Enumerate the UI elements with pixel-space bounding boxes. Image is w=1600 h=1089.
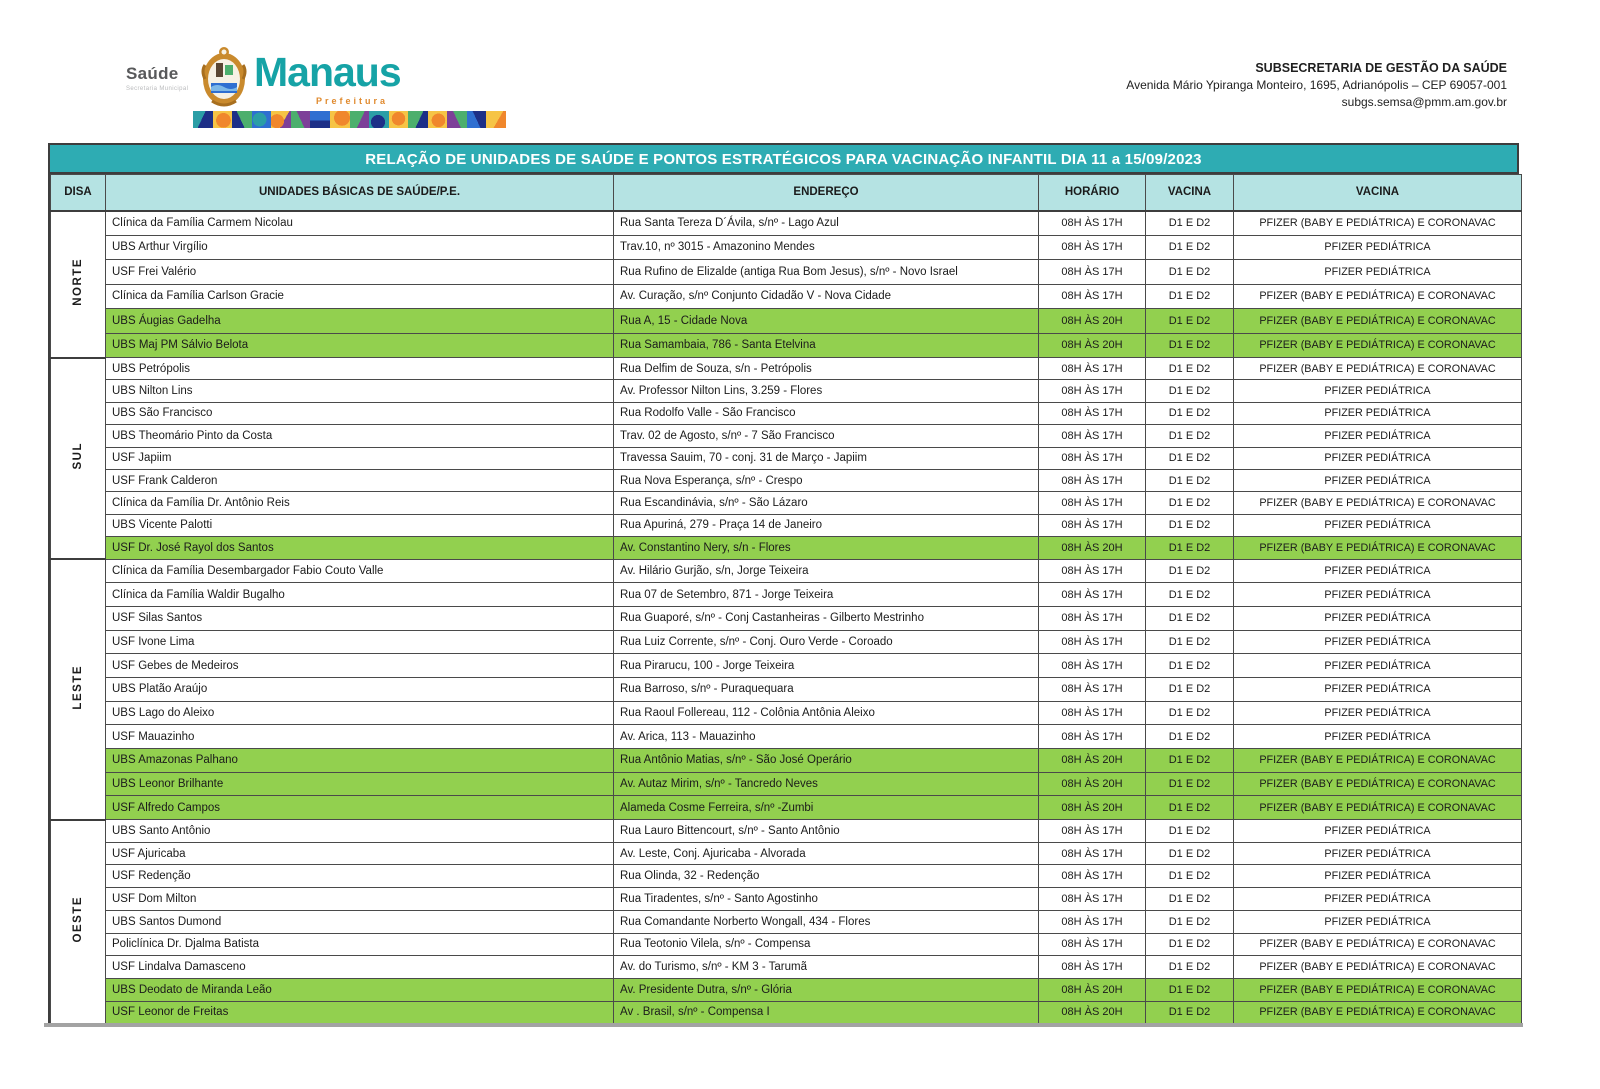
hours-cell: 08H ÀS 20H xyxy=(1039,978,1146,1001)
dose-cell: D1 E D2 xyxy=(1146,380,1234,402)
vaccine-cell: PFIZER (BABY E PEDIÁTRICA) E CORONAVAC xyxy=(1234,796,1522,820)
vaccine-cell: PFIZER PEDIÁTRICA xyxy=(1234,559,1522,583)
vaccine-cell: PFIZER (BABY E PEDIÁTRICA) E CORONAVAC xyxy=(1234,537,1522,559)
vaccine-cell: PFIZER (BABY E PEDIÁTRICA) E CORONAVAC xyxy=(1234,933,1522,956)
vaccine-cell: PFIZER PEDIÁTRICA xyxy=(1234,235,1522,260)
table-row xyxy=(51,402,1522,424)
dose-cell: D1 E D2 xyxy=(1146,606,1234,630)
mosaic-tile xyxy=(350,111,370,128)
vaccine-cell: PFIZER PEDIÁTRICA xyxy=(1234,583,1522,607)
dose-cell: D1 E D2 xyxy=(1146,583,1234,607)
col-header-disa: DISA xyxy=(51,175,106,211)
unit-cell: Policlínica Dr. Djalma Batista xyxy=(106,933,614,956)
table-header-row xyxy=(51,175,1522,211)
dose-cell: D1 E D2 xyxy=(1146,469,1234,491)
dose-cell: D1 E D2 xyxy=(1146,725,1234,749)
hours-cell: 08H ÀS 17H xyxy=(1039,910,1146,933)
table-row xyxy=(51,514,1522,536)
hours-cell: 08H ÀS 17H xyxy=(1039,677,1146,701)
unit-cell: USF Frank Calderon xyxy=(106,469,614,491)
address-cell: Rua Samambaia, 786 - Santa Etelvina xyxy=(614,333,1039,358)
address-cell: Alameda Cosme Ferreira, s/nº -Zumbi xyxy=(614,796,1039,820)
org-email: subgs.semsa@pmm.am.gov.br xyxy=(1341,95,1507,109)
dose-cell: D1 E D2 xyxy=(1146,333,1234,358)
disa-section-label xyxy=(51,211,106,358)
dose-cell: D1 E D2 xyxy=(1146,956,1234,979)
vaccine-cell: PFIZER (BABY E PEDIÁTRICA) E CORONAVAC xyxy=(1234,749,1522,773)
vaccine-cell: PFIZER PEDIÁTRICA xyxy=(1234,842,1522,865)
mosaic-tile xyxy=(291,111,311,128)
vaccine-cell: PFIZER PEDIÁTRICA xyxy=(1234,260,1522,285)
address-cell: Rua Escandinávia, s/nº - São Lázaro xyxy=(614,492,1039,514)
address-cell: Av . Brasil, s/nº - Compensa I xyxy=(614,1001,1039,1024)
vaccine-cell: PFIZER (BABY E PEDIÁTRICA) E CORONAVAC xyxy=(1234,956,1522,979)
table-row xyxy=(51,537,1522,559)
address-cell: Rua Teotonio Vilela, s/nº - Compensa xyxy=(614,933,1039,956)
mosaic-tile xyxy=(310,111,330,128)
hours-cell: 08H ÀS 17H xyxy=(1039,402,1146,424)
unit-cell: UBS Deodato de Miranda Leão xyxy=(106,978,614,1001)
hours-cell: 08H ÀS 17H xyxy=(1039,630,1146,654)
address-cell: Av. do Turismo, s/nº - KM 3 - Tarumã xyxy=(614,956,1039,979)
table-row xyxy=(51,425,1522,447)
vaccine-cell: PFIZER (BABY E PEDIÁTRICA) E CORONAVAC xyxy=(1234,978,1522,1001)
dose-cell: D1 E D2 xyxy=(1146,492,1234,514)
disa-section-label-text: SUL xyxy=(72,442,84,470)
unit-cell: UBS Santos Dumond xyxy=(106,910,614,933)
table-row xyxy=(51,749,1522,773)
address-cell: Rua Lauro Bittencourt, s/nº - Santo Antônio xyxy=(614,820,1039,843)
vaccine-cell: PFIZER PEDIÁTRICA xyxy=(1234,677,1522,701)
vaccine-cell: PFIZER (BABY E PEDIÁTRICA) E CORONAVAC xyxy=(1234,1001,1522,1024)
vaccine-cell: PFIZER PEDIÁTRICA xyxy=(1234,425,1522,447)
address-cell: Av. Arica, 113 - Mauazinho xyxy=(614,725,1039,749)
hours-cell: 08H ÀS 20H xyxy=(1039,796,1146,820)
unit-cell: UBS Theomário Pinto da Costa xyxy=(106,425,614,447)
unit-cell: Clínica da Família Desembargador Fabio Couto Valle xyxy=(106,559,614,583)
hours-cell: 08H ÀS 17H xyxy=(1039,425,1146,447)
unit-cell: USF Alfredo Campos xyxy=(106,796,614,820)
mosaic-tile xyxy=(486,111,506,128)
table-title: RELAÇÃO DE UNIDADES DE SAÚDE E PONTOS ESTRATÉGICOS PARA VACINAÇÃO INFANTIL DIA 11 a 15/09/2023 xyxy=(50,145,1517,174)
unit-cell: USF Silas Santos xyxy=(106,606,614,630)
mosaic-strip xyxy=(193,111,506,128)
table-row xyxy=(51,865,1522,888)
table-row xyxy=(51,235,1522,260)
dose-cell: D1 E D2 xyxy=(1146,358,1234,380)
unit-cell: USF Gebes de Medeiros xyxy=(106,654,614,678)
table-row xyxy=(51,888,1522,911)
table-row xyxy=(51,630,1522,654)
table-row xyxy=(51,910,1522,933)
address-cell: Trav.10, nº 3015 - Amazonino Mendes xyxy=(614,235,1039,260)
vaccine-cell: PFIZER (BABY E PEDIÁTRICA) E CORONAVAC xyxy=(1234,492,1522,514)
address-cell: Rua Rufino de Elizalde (antiga Rua Bom Jesus), s/nº - Novo Israel xyxy=(614,260,1039,285)
org-address-block xyxy=(1126,60,1507,111)
table-row xyxy=(51,654,1522,678)
hours-cell: 08H ÀS 17H xyxy=(1039,559,1146,583)
address-cell: Rua Tiradentes, s/nº - Santo Agostinho xyxy=(614,888,1039,911)
address-cell: Av. Hilário Gurjão, s/n, Jorge Teixeira xyxy=(614,559,1039,583)
disa-section-label xyxy=(51,358,106,560)
dose-cell: D1 E D2 xyxy=(1146,284,1234,309)
col-header-endereco: ENDEREÇO xyxy=(614,175,1039,211)
dose-cell: D1 E D2 xyxy=(1146,537,1234,559)
unit-cell: UBS Maj PM Sálvio Belota xyxy=(106,333,614,358)
saude-logo-label: Saúde xyxy=(126,64,179,83)
dose-cell: D1 E D2 xyxy=(1146,796,1234,820)
hours-cell: 08H ÀS 17H xyxy=(1039,260,1146,285)
disa-section-label-text: NORTE xyxy=(72,257,84,306)
vaccine-cell: PFIZER (BABY E PEDIÁTRICA) E CORONAVAC xyxy=(1234,284,1522,309)
unit-cell: USF Leonor de Freitas xyxy=(106,1001,614,1024)
dose-cell: D1 E D2 xyxy=(1146,235,1234,260)
disa-section-label xyxy=(51,559,106,820)
mosaic-tile xyxy=(330,111,350,128)
hours-cell: 08H ÀS 20H xyxy=(1039,749,1146,773)
hours-cell: 08H ÀS 17H xyxy=(1039,583,1146,607)
vaccine-cell: PFIZER PEDIÁTRICA xyxy=(1234,654,1522,678)
address-cell: Av. Professor Nilton Lins, 3.259 - Flores xyxy=(614,380,1039,402)
address-cell: Rua Pirarucu, 100 - Jorge Teixeira xyxy=(614,654,1039,678)
unit-cell: Clínica da Família Carlson Gracie xyxy=(106,284,614,309)
dose-cell: D1 E D2 xyxy=(1146,654,1234,678)
unit-cell: UBS Nilton Lins xyxy=(106,380,614,402)
table-row xyxy=(51,260,1522,285)
hours-cell: 08H ÀS 17H xyxy=(1039,469,1146,491)
dose-cell: D1 E D2 xyxy=(1146,820,1234,843)
vaccine-cell: PFIZER PEDIÁTRICA xyxy=(1234,402,1522,424)
table-row xyxy=(51,725,1522,749)
table-row xyxy=(51,978,1522,1001)
dose-cell: D1 E D2 xyxy=(1146,910,1234,933)
dose-cell: D1 E D2 xyxy=(1146,211,1234,236)
dose-cell: D1 E D2 xyxy=(1146,749,1234,773)
unit-cell: UBS Santo Antônio xyxy=(106,820,614,843)
disa-section-label xyxy=(51,820,106,1024)
table-row xyxy=(51,447,1522,469)
dose-cell: D1 E D2 xyxy=(1146,447,1234,469)
dose-cell: D1 E D2 xyxy=(1146,260,1234,285)
dose-cell: D1 E D2 xyxy=(1146,701,1234,725)
address-cell: Rua Antônio Matias, s/nº - São José Operário xyxy=(614,749,1039,773)
manaus-wordmark xyxy=(254,49,454,106)
address-cell: Av. Presidente Dutra, s/nº - Glória xyxy=(614,978,1039,1001)
saude-logo xyxy=(126,64,188,92)
address-cell: Rua Comandante Norberto Wongall, 434 - Flores xyxy=(614,910,1039,933)
table-row xyxy=(51,492,1522,514)
table-row xyxy=(51,606,1522,630)
vaccine-cell: PFIZER PEDIÁTRICA xyxy=(1234,630,1522,654)
unit-cell: USF Dr. José Rayol dos Santos xyxy=(106,537,614,559)
dose-cell: D1 E D2 xyxy=(1146,1001,1234,1024)
disa-section-label-text: OESTE xyxy=(72,895,84,943)
unit-cell: USF Ajuricaba xyxy=(106,842,614,865)
org-address: Avenida Mário Ypiranga Monteiro, 1695, Adrianópolis – CEP 69057-001 xyxy=(1126,78,1507,92)
col-header-unidades: UNIDADES BÁSICAS DE SAÚDE/P.E. xyxy=(106,175,614,211)
table-row xyxy=(51,842,1522,865)
vaccine-cell: PFIZER (BABY E PEDIÁTRICA) E CORONAVAC xyxy=(1234,772,1522,796)
address-cell: Av. Leste, Conj. Ajuricaba - Alvorada xyxy=(614,842,1039,865)
vaccine-cell: PFIZER PEDIÁTRICA xyxy=(1234,380,1522,402)
dose-cell: D1 E D2 xyxy=(1146,933,1234,956)
table-row xyxy=(51,820,1522,843)
dose-cell: D1 E D2 xyxy=(1146,865,1234,888)
table-row xyxy=(51,772,1522,796)
unit-cell: Clínica da Família Waldir Bugalho xyxy=(106,583,614,607)
mosaic-tile xyxy=(447,111,467,128)
table-row xyxy=(51,284,1522,309)
hours-cell: 08H ÀS 17H xyxy=(1039,820,1146,843)
vaccination-table xyxy=(48,143,1519,1027)
unit-cell: USF Dom Milton xyxy=(106,888,614,911)
hours-cell: 08H ÀS 20H xyxy=(1039,309,1146,334)
hours-cell: 08H ÀS 17H xyxy=(1039,235,1146,260)
table-row xyxy=(51,933,1522,956)
mosaic-tile xyxy=(428,111,448,128)
address-cell: Rua Guaporé, s/nº - Conj Castanheiras - Gilberto Mestrinho xyxy=(614,606,1039,630)
table-row xyxy=(51,701,1522,725)
address-cell: Travessa Sauim, 70 - conj. 31 de Março - Japiim xyxy=(614,447,1039,469)
mosaic-tile xyxy=(193,111,213,128)
unit-cell: UBS Lago do Aleixo xyxy=(106,701,614,725)
dose-cell: D1 E D2 xyxy=(1146,842,1234,865)
hours-cell: 08H ÀS 17H xyxy=(1039,842,1146,865)
page-header xyxy=(0,0,1600,140)
unit-cell: UBS Áugias Gadelha xyxy=(106,309,614,334)
vaccine-cell: PFIZER PEDIÁTRICA xyxy=(1234,820,1522,843)
table-row xyxy=(51,956,1522,979)
dose-cell: D1 E D2 xyxy=(1146,978,1234,1001)
address-cell: Av. Autaz Mirim, s/nº - Tancredo Neves xyxy=(614,772,1039,796)
vaccine-cell: PFIZER (BABY E PEDIÁTRICA) E CORONAVAC xyxy=(1234,333,1522,358)
address-cell: Rua 07 de Setembro, 871 - Jorge Teixeira xyxy=(614,583,1039,607)
hours-cell: 08H ÀS 17H xyxy=(1039,865,1146,888)
address-cell: Rua Olinda, 32 - Redenção xyxy=(614,865,1039,888)
vaccine-cell: PFIZER PEDIÁTRICA xyxy=(1234,606,1522,630)
address-cell: Rua Nova Esperança, s/nº - Crespo xyxy=(614,469,1039,491)
table-row xyxy=(51,583,1522,607)
address-cell: Av. Curação, s/nº Conjunto Cidadão V - Nova Cidade xyxy=(614,284,1039,309)
unit-cell: UBS Amazonas Palhano xyxy=(106,749,614,773)
hours-cell: 08H ÀS 17H xyxy=(1039,725,1146,749)
address-cell: Rua Luiz Corrente, s/nº - Conj. Ouro Verde - Coroado xyxy=(614,630,1039,654)
address-cell: Rua Apuriná, 279 - Praça 14 de Janeiro xyxy=(614,514,1039,536)
hours-cell: 08H ÀS 17H xyxy=(1039,492,1146,514)
hours-cell: 08H ÀS 17H xyxy=(1039,514,1146,536)
hours-cell: 08H ÀS 17H xyxy=(1039,380,1146,402)
address-cell: Rua A, 15 - Cidade Nova xyxy=(614,309,1039,334)
hours-cell: 08H ÀS 20H xyxy=(1039,333,1146,358)
mosaic-tile xyxy=(389,111,409,128)
unit-cell: USF Mauazinho xyxy=(106,725,614,749)
unit-cell: UBS Vicente Palotti xyxy=(106,514,614,536)
vaccine-cell: PFIZER PEDIÁTRICA xyxy=(1234,701,1522,725)
table-row xyxy=(51,559,1522,583)
mosaic-tile xyxy=(252,111,272,128)
dose-cell: D1 E D2 xyxy=(1146,309,1234,334)
dose-cell: D1 E D2 xyxy=(1146,559,1234,583)
hours-cell: 08H ÀS 17H xyxy=(1039,933,1146,956)
mosaic-tile xyxy=(213,111,233,128)
vaccine-cell: PFIZER PEDIÁTRICA xyxy=(1234,469,1522,491)
vaccine-cell: PFIZER (BABY E PEDIÁTRICA) E CORONAVAC xyxy=(1234,309,1522,334)
vaccine-cell: PFIZER (BABY E PEDIÁTRICA) E CORONAVAC xyxy=(1234,358,1522,380)
col-header-vacina-tipo: VACINA xyxy=(1234,175,1522,211)
table-row xyxy=(51,309,1522,334)
unit-cell: UBS Platão Araújo xyxy=(106,677,614,701)
mosaic-tile xyxy=(467,111,487,128)
address-cell: Trav. 02 de Agosto, s/nº - 7 São Francisco xyxy=(614,425,1039,447)
vaccine-cell: PFIZER PEDIÁTRICA xyxy=(1234,725,1522,749)
manaus-wordmark-subtext: Prefeitura xyxy=(316,96,389,106)
dose-cell: D1 E D2 xyxy=(1146,514,1234,536)
table-row xyxy=(51,333,1522,358)
address-cell: Rua Rodolfo Valle - São Francisco xyxy=(614,402,1039,424)
dose-cell: D1 E D2 xyxy=(1146,888,1234,911)
address-cell: Av. Constantino Nery, s/n - Flores xyxy=(614,537,1039,559)
unit-cell: UBS Leonor Brilhante xyxy=(106,772,614,796)
vaccine-cell: PFIZER PEDIÁTRICA xyxy=(1234,514,1522,536)
mosaic-tile xyxy=(369,111,389,128)
manaus-crest-icon xyxy=(198,45,250,109)
hours-cell: 08H ÀS 17H xyxy=(1039,606,1146,630)
unit-cell: USF Ivone Lima xyxy=(106,630,614,654)
vaccine-cell: PFIZER (BABY E PEDIÁTRICA) E CORONAVAC xyxy=(1234,211,1522,236)
table-row xyxy=(51,796,1522,820)
saude-logo-sublabel: Secretaria Municipal xyxy=(126,86,189,92)
hours-cell: 08H ÀS 17H xyxy=(1039,284,1146,309)
col-header-horario: HORÁRIO xyxy=(1039,175,1146,211)
mosaic-tile xyxy=(408,111,428,128)
hours-cell: 08H ÀS 17H xyxy=(1039,211,1146,236)
dose-cell: D1 E D2 xyxy=(1146,630,1234,654)
table-row xyxy=(51,469,1522,491)
unit-cell: USF Lindalva Damasceno xyxy=(106,956,614,979)
manaus-wordmark-text: Manaus xyxy=(254,49,401,95)
mosaic-tile xyxy=(232,111,252,128)
vaccine-cell: PFIZER PEDIÁTRICA xyxy=(1234,447,1522,469)
dose-cell: D1 E D2 xyxy=(1146,677,1234,701)
hours-cell: 08H ÀS 17H xyxy=(1039,956,1146,979)
unit-cell: USF Japiim xyxy=(106,447,614,469)
dose-cell: D1 E D2 xyxy=(1146,425,1234,447)
vaccine-cell: PFIZER PEDIÁTRICA xyxy=(1234,865,1522,888)
hours-cell: 08H ÀS 20H xyxy=(1039,1001,1146,1024)
dose-cell: D1 E D2 xyxy=(1146,402,1234,424)
table-row xyxy=(51,380,1522,402)
dose-cell: D1 E D2 xyxy=(1146,772,1234,796)
address-cell: Rua Delfim de Souza, s/n - Petrópolis xyxy=(614,358,1039,380)
unit-cell: UBS Petrópolis xyxy=(106,358,614,380)
vaccine-cell: PFIZER PEDIÁTRICA xyxy=(1234,910,1522,933)
table-bottom-rule xyxy=(44,1023,1523,1027)
hours-cell: 08H ÀS 17H xyxy=(1039,654,1146,678)
hours-cell: 08H ÀS 17H xyxy=(1039,701,1146,725)
hours-cell: 08H ÀS 20H xyxy=(1039,772,1146,796)
address-cell: Rua Raoul Follereau, 112 - Colônia Antônia Aleixo xyxy=(614,701,1039,725)
address-cell: Rua Barroso, s/nº - Puraquequara xyxy=(614,677,1039,701)
hours-cell: 08H ÀS 17H xyxy=(1039,447,1146,469)
vaccine-cell: PFIZER PEDIÁTRICA xyxy=(1234,888,1522,911)
org-name: SUBSECRETARIA DE GESTÃO DA SAÚDE xyxy=(1255,61,1507,75)
unit-cell: Clínica da Família Dr. Antônio Reis xyxy=(106,492,614,514)
col-header-vacina-dose: VACINA xyxy=(1146,175,1234,211)
table-row xyxy=(51,1001,1522,1024)
hours-cell: 08H ÀS 20H xyxy=(1039,537,1146,559)
table-row xyxy=(51,358,1522,380)
unit-cell: USF Frei Valério xyxy=(106,260,614,285)
hours-cell: 08H ÀS 17H xyxy=(1039,888,1146,911)
unit-cell: Clínica da Família Carmem Nicolau xyxy=(106,211,614,236)
table-row xyxy=(51,677,1522,701)
mosaic-tile xyxy=(271,111,291,128)
table-row xyxy=(51,211,1522,236)
address-cell: Rua Santa Tereza D´Ávila, s/nº - Lago Azul xyxy=(614,211,1039,236)
unit-cell: USF Redenção xyxy=(106,865,614,888)
hours-cell: 08H ÀS 17H xyxy=(1039,358,1146,380)
unit-cell: UBS São Francisco xyxy=(106,402,614,424)
disa-section-label-text: LESTE xyxy=(72,664,84,710)
unit-cell: UBS Arthur Virgílio xyxy=(106,235,614,260)
